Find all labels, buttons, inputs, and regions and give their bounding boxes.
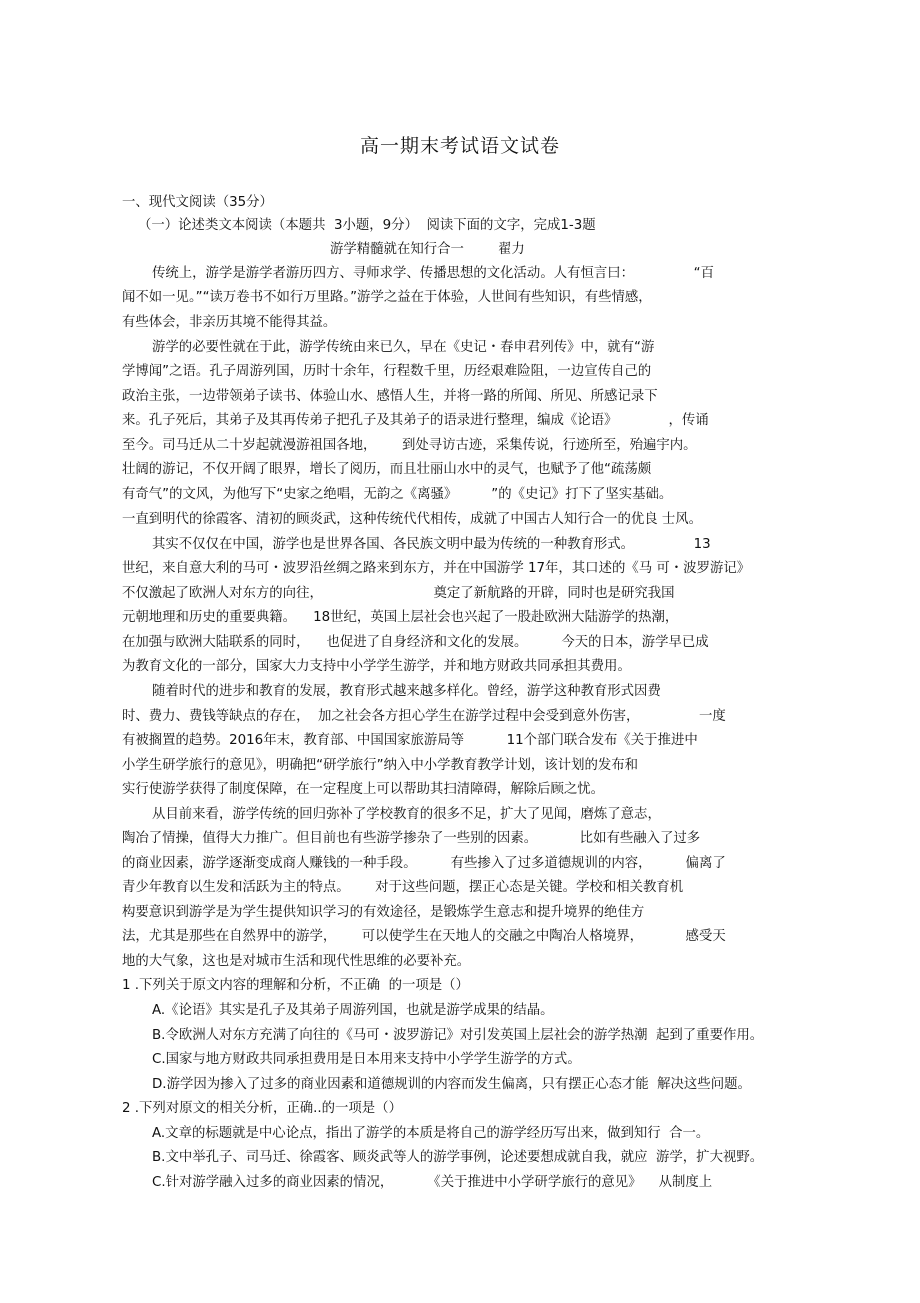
- body-line: 学博闻”之语。孔子周游列国，历时十余年，行程数千里，历经艰难险阻，一边宣传自己的: [122, 364, 652, 379]
- page-title: 高一期末考试语文试卷: [359, 135, 560, 157]
- body-line: 的商业因素，游学逐渐变成商人赚钱的一种手段。 有些掺入了过多道德规训的内容， 偏离了: [122, 856, 726, 871]
- question-1-option-b: B.令欧洲人对东方充满了向往的《马可・波罗游记》对引发英国上层社会的游学热潮 起到了重要作用。: [152, 1028, 764, 1043]
- question-2: 2 .下列对原文的相关分析，正确..的一项是（）: [122, 1101, 402, 1116]
- body-line: 构要意识到游学是为学生提供知识学习的有效途径，是锻炼学生意志和提升境界的绝佳方: [122, 905, 645, 920]
- question-2-option-c: C.针对游学融入过多的商业因素的情况， 《关于推进中小学研学旅行的意见》 从制度上: [152, 1175, 713, 1190]
- body-line: 来。孔子死后，其弟子及其再传弟子把孔子及其弟子的语录进行整理，编成《论语》 ，传诵: [122, 413, 709, 428]
- body-line: 传统上，游学是游学者游历四方、寻师求学、传播思想的文化活动。人有恒言曰： “百: [152, 266, 714, 281]
- body-line: 闻不如一见。”“读万卷书不如行万里路。”游学之益在于体验，人世间有些知识，有些情感，: [122, 290, 652, 305]
- body-line: 有奇气”的文风，为他写下“史家之绝唱，无韵之《离骚》 ”的《史记》打下了坚实基础。: [122, 487, 673, 502]
- body-line: 实行使游学获得了制度保障，在一定程度上可以帮助其扫清障碍，解除后顾之忧。: [122, 782, 605, 797]
- question-2-option-a: A.文章的标题就是中心论点，指出了游学的本质是将自己的游学经历写出来，做到知行 合一。: [152, 1126, 710, 1141]
- body-line: 至今。司马迁从二十岁起就漫游祖国各地， 到处寻访古迹，采集传说，行迹所至，殆遍宇内。: [122, 438, 697, 453]
- body-line: 在加强与欧洲大陆联系的同时， 也促进了自身经济和文化的发展。 今天的日本，游学早已成: [122, 635, 709, 650]
- body-line: 从目前来看，游学传统的回归弥补了学校教育的很多不足，扩大了见闻，磨炼了意志，: [152, 807, 661, 822]
- body-line: 元朝地理和历史的重要典籍。 18世纪，英国上层社会也兴起了一股赴欧洲大陆游学的热潮，: [122, 610, 679, 625]
- body-line: 法，尤其是那些在自然界中的游学， 可以使学生在天地人的交融之中陶冶人格境界， 感受天: [122, 929, 726, 944]
- article-title: 游学精髓就在知行合一 翟力: [330, 242, 525, 257]
- question-2-option-b: B.文中举孔子、司马迁、徐霞客、顾炎武等人的游学事例，论述要想成就自我，就应 游学，扩大视野。: [152, 1150, 764, 1165]
- body-line: 有被搁置的趋势。2016年末，教育部、中国国家旅游局等 11个部门联合发布《关于推进中: [122, 733, 698, 748]
- body-line: 政治主张，一边带领弟子读书、体验山水、感悟人生，并将一路的所闻、所见、所感记录下: [122, 389, 658, 404]
- body-line: 世纪，来自意大利的马可・波罗沿丝绸之路来到东方，并在中国游学 17年，其口述的《马 可・波罗游记》: [122, 561, 751, 576]
- section-heading: 一、现代文阅读（35分）: [122, 195, 273, 210]
- body-line: 不仅激起了欧洲人对东方的向往， 奠定了新航路的开辟，同时也是研究我国: [122, 586, 675, 601]
- body-line: 陶冶了情操，值得大力推广。但目前也有些游学掺杂了一些别的因素。 比如有些融入了过多: [122, 831, 701, 846]
- body-line: 游学的必要性就在于此，游学传统由来已久，早在《史记・春申君列传》中，就有“游: [152, 340, 655, 355]
- body-line: 青少年教育以生发和活跃为主的特点。 对于这些问题，摆正心态是关键。学校和相关教育机: [122, 880, 684, 895]
- body-line: 壮阔的游记，不仅开阔了眼界，增长了阅历，而且壮丽山水中的灵气，也赋予了他“疏荡颇: [122, 462, 652, 477]
- question-1: 1 .下列关于原文内容的理解和分析，不正确 的一项是（）: [122, 978, 469, 993]
- body-line: 为教育文化的一部分，国家大力支持中小学学生游学，并和地方财政共同承担其费用。: [122, 659, 631, 674]
- body-line: 随着时代的进步和教育的发展，教育形式越来越多样化。曾经，游学这种教育形式因费: [152, 684, 661, 699]
- body-line: 地的大气象，这也是对城市生活和现代性思维的必要补充。: [122, 954, 471, 969]
- body-line: 一直到明代的徐霞客、清初的顾炎武，这种传统代代相传，成就了中国古人知行合一的优良 士风。: [122, 512, 703, 527]
- question-1-option-a: A.《论语》其实是孔子及其弟子周游列国，也就是游学成果的结晶。: [152, 1003, 554, 1018]
- body-line: 有些体会，非亲历其境不能得其益。: [122, 315, 337, 330]
- question-1-option-d: D.游学因为掺入了过多的商业因素和道德规训的内容而发生偏离，只有摆正心态才能 解决这些问题。: [152, 1077, 751, 1092]
- body-line: 其实不仅仅在中国，游学也是世界各国、各民族文明中最为传统的一种教育形式。 13: [152, 537, 711, 552]
- question-1-option-c: C.国家与地方财政共同承担费用是日本用来支持中小学学生游学的方式。: [152, 1052, 581, 1067]
- body-line: 时、费力、费钱等缺点的存在， 加之社会各方担心学生在游学过程中会受到意外伤害， 一度: [122, 709, 726, 724]
- section-subheading: （一）论述类文本阅读（本题共 3小题，9分） 阅读下面的文字，完成1-3题: [138, 218, 596, 233]
- body-line: 小学生研学旅行的意见》，明确把“研学旅行”纳入中小学教育教学计划，该计划的发布和: [122, 758, 639, 773]
